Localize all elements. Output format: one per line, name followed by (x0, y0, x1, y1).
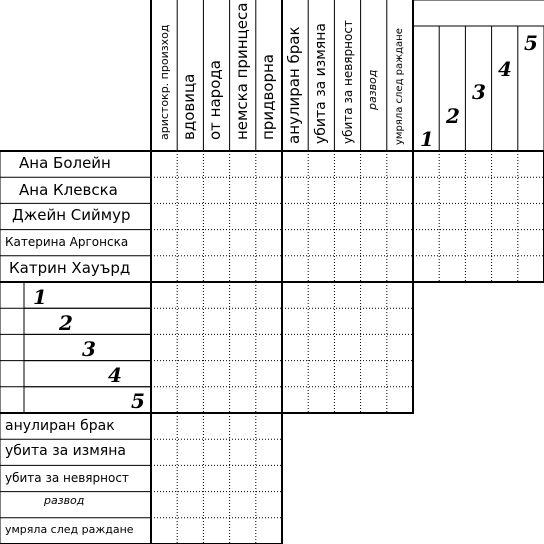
grid-cell-b02-r1-c2[interactable] (465, 177, 491, 203)
grid-cell-b01-r1-c4[interactable] (387, 177, 413, 203)
grid-cell-b20-r2-c1[interactable] (177, 465, 203, 491)
grid-cell-b20-r4-c0[interactable] (151, 518, 177, 544)
grid-cell-b01-r3-c0[interactable] (282, 230, 308, 256)
grid-cell-b20-r3-c4[interactable] (256, 492, 282, 518)
grid-cell-b10-r3-c1[interactable] (177, 361, 203, 387)
grid-cell-b01-r3-c2[interactable] (334, 230, 360, 256)
row-label-catherine-howard: Катрин Хауърд (9, 259, 131, 277)
grid-cell-b20-r1-c3[interactable] (230, 439, 256, 465)
grid-cell-b20-r0-c0[interactable] (151, 413, 177, 439)
grid-cell-b11-r2-c2[interactable] (334, 334, 360, 360)
grid-cell-b11-r4-c4[interactable] (387, 387, 413, 413)
grid-cell-b00-r0-c4[interactable] (256, 151, 282, 177)
row-label-annulled: анулиран брак (5, 418, 115, 434)
grid-cell-b02-r0-c3[interactable] (492, 151, 518, 177)
grid-cell-b11-r3-c2[interactable] (334, 361, 360, 387)
grid-cell-b01-r4-c2[interactable] (334, 256, 360, 282)
grid-cell-b11-r3-c3[interactable] (361, 361, 387, 387)
grid-cell-b20-r4-c4[interactable] (256, 518, 282, 544)
grid-cell-b11-r0-c4[interactable] (387, 282, 413, 308)
grid-cell-b02-r3-c4[interactable] (518, 230, 544, 256)
col-label-executed-infidelity: убита за невярност (341, 20, 355, 144)
grid-cell-b00-r0-c0[interactable] (151, 151, 177, 177)
grid-cell-b02-r0-c0[interactable] (413, 151, 439, 177)
grid-cell-b10-r0-c2[interactable] (203, 282, 229, 308)
grid-cell-b20-r2-c4[interactable] (256, 465, 282, 491)
row-number-1: 1 (33, 285, 47, 309)
grid-cell-b02-r2-c4[interactable] (518, 203, 544, 229)
grid-cell-b00-r2-c1[interactable] (177, 203, 203, 229)
grid-cell-b02-r3-c1[interactable] (439, 230, 465, 256)
grid-cell-b00-r4-c2[interactable] (203, 256, 229, 282)
col-number-3: 3 (472, 80, 486, 104)
grid-cell-b02-r4-c1[interactable] (439, 256, 465, 282)
col-label-courtier: придворна (259, 54, 277, 140)
grid-cell-b10-r3-c2[interactable] (203, 361, 229, 387)
grid-cell-b11-r1-c1[interactable] (308, 308, 334, 334)
row-label-anne-of-cleves: Ана Клевска (19, 181, 118, 199)
grid-cell-b20-r2-c2[interactable] (203, 465, 229, 491)
grid-cell-b01-r3-c4[interactable] (387, 230, 413, 256)
grid-cell-b02-r4-c4[interactable] (518, 256, 544, 282)
grid-cell-b20-r3-c1[interactable] (177, 492, 203, 518)
grid-cell-b11-r1-c2[interactable] (334, 308, 360, 334)
grid-cell-b00-r1-c3[interactable] (230, 177, 256, 203)
grid-cell-b02-r1-c4[interactable] (518, 177, 544, 203)
grid-cell-b01-r3-c1[interactable] (308, 230, 334, 256)
grid-cell-b00-r0-c3[interactable] (230, 151, 256, 177)
grid-cell-b00-r1-c2[interactable] (203, 177, 229, 203)
grid-cell-b00-r3-c0[interactable] (151, 230, 177, 256)
grid-cell-b00-r3-c2[interactable] (203, 230, 229, 256)
col-number-5: 5 (524, 31, 538, 55)
grid-cell-b10-r4-c3[interactable] (230, 387, 256, 413)
grid-cell-b00-r4-c4[interactable] (256, 256, 282, 282)
grid-cell-b20-r1-c2[interactable] (203, 439, 229, 465)
grid-cell-b10-r1-c2[interactable] (203, 308, 229, 334)
grid-cell-b10-r1-c3[interactable] (230, 308, 256, 334)
grid-cell-b02-r4-c3[interactable] (492, 256, 518, 282)
grid-cell-b02-r2-c1[interactable] (439, 203, 465, 229)
grid-cell-b10-r1-c4[interactable] (256, 308, 282, 334)
grid-cell-b20-r4-c1[interactable] (177, 518, 203, 544)
grid-cell-b02-r3-c2[interactable] (465, 230, 491, 256)
grid-cell-b00-r1-c1[interactable] (177, 177, 203, 203)
grid-cell-b00-r3-c4[interactable] (256, 230, 282, 256)
grid-cell-b20-r1-c0[interactable] (151, 439, 177, 465)
grid-cell-b01-r2-c3[interactable] (361, 203, 387, 229)
grid-cell-b11-r0-c0[interactable] (282, 282, 308, 308)
grid-cell-b10-r4-c1[interactable] (177, 387, 203, 413)
grid-cell-b20-r0-c2[interactable] (203, 413, 229, 439)
grid-cell-b20-r0-c1[interactable] (177, 413, 203, 439)
row-label-anne-boleyn: Ана Болейн (19, 154, 111, 172)
col-label-died-childbirth: умряла след раждане (394, 28, 405, 145)
grid-cell-b10-r2-c4[interactable] (256, 334, 282, 360)
grid-cell-b11-r3-c0[interactable] (282, 361, 308, 387)
grid-cell-b20-r2-c3[interactable] (230, 465, 256, 491)
col-label-annulled: анулиран брак (285, 26, 303, 144)
grid-cell-b01-r4-c0[interactable] (282, 256, 308, 282)
grid-cell-b11-r3-c4[interactable] (387, 361, 413, 387)
row-number-2: 2 (59, 311, 73, 335)
grid-cell-b00-r2-c2[interactable] (203, 203, 229, 229)
grid-cell-b11-r2-c1[interactable] (308, 334, 334, 360)
grid-cell-b01-r0-c0[interactable] (282, 151, 308, 177)
grid-cell-b01-r3-c3[interactable] (361, 230, 387, 256)
col-number-1: 1 (420, 127, 434, 151)
row-number-5: 5 (131, 389, 145, 413)
grid-cell-b02-r3-c3[interactable] (492, 230, 518, 256)
grid-cell-b11-r0-c1[interactable] (308, 282, 334, 308)
grid-cell-b00-r2-c4[interactable] (256, 203, 282, 229)
grid-cell-b02-r2-c2[interactable] (465, 203, 491, 229)
grid-cell-b01-r2-c4[interactable] (387, 203, 413, 229)
grid-cell-b01-r1-c0[interactable] (282, 177, 308, 203)
grid-cell-b01-r2-c2[interactable] (334, 203, 360, 229)
grid-cell-b10-r2-c0[interactable] (151, 334, 177, 360)
grid-cell-b11-r2-c3[interactable] (361, 334, 387, 360)
grid-cell-b11-r2-c0[interactable] (282, 334, 308, 360)
grid-cell-b01-r2-c1[interactable] (308, 203, 334, 229)
grid-cell-b00-r3-c1[interactable] (177, 230, 203, 256)
grid-cell-b00-r3-c3[interactable] (230, 230, 256, 256)
grid-cell-b00-r4-c3[interactable] (230, 256, 256, 282)
grid-cell-b00-r4-c1[interactable] (177, 256, 203, 282)
col-label-executed-treason: убита за измяна (313, 23, 329, 144)
grid-cell-b02-r0-c2[interactable] (465, 151, 491, 177)
col-number-2: 2 (446, 104, 460, 128)
grid-cell-b20-r1-c1[interactable] (177, 439, 203, 465)
grid-cell-b20-r3-c3[interactable] (230, 492, 256, 518)
grid-cell-b10-r0-c1[interactable] (177, 282, 203, 308)
grid-cell-b20-r2-c0[interactable] (151, 465, 177, 491)
grid-cell-b01-r0-c3[interactable] (361, 151, 387, 177)
col-label-aristocratic: аристокр. произход (158, 24, 171, 140)
grid-cell-b02-r2-c0[interactable] (413, 203, 439, 229)
grid-cell-b02-r1-c0[interactable] (413, 177, 439, 203)
grid-cell-b10-r2-c3[interactable] (230, 334, 256, 360)
grid-cell-b00-r2-c3[interactable] (230, 203, 256, 229)
grid-cell-b00-r0-c1[interactable] (177, 151, 203, 177)
grid-cell-b20-r0-c4[interactable] (256, 413, 282, 439)
grid-cell-b11-r4-c2[interactable] (334, 387, 360, 413)
grid-cell-b00-r1-c4[interactable] (256, 177, 282, 203)
row-number-3: 3 (82, 337, 96, 361)
grid-cell-b10-r2-c2[interactable] (203, 334, 229, 360)
grid-cell-b02-r4-c2[interactable] (465, 256, 491, 282)
grid-cell-b20-r4-c3[interactable] (230, 518, 256, 544)
grid-cell-b01-r4-c4[interactable] (387, 256, 413, 282)
grid-cell-b11-r2-c4[interactable] (387, 334, 413, 360)
grid-cell-b01-r0-c4[interactable] (387, 151, 413, 177)
grid-cell-b11-r3-c1[interactable] (308, 361, 334, 387)
grid-cell-b01-r1-c3[interactable] (361, 177, 387, 203)
grid-cell-b10-r3-c0[interactable] (151, 361, 177, 387)
grid-cell-b20-r1-c4[interactable] (256, 439, 282, 465)
col-label-commoner: от народа (206, 60, 224, 140)
grid-cell-b11-r0-c2[interactable] (334, 282, 360, 308)
grid-cell-b01-r4-c1[interactable] (308, 256, 334, 282)
col-label-widow: вдовица (180, 73, 198, 140)
grid-cell-b10-r0-c0[interactable] (151, 282, 177, 308)
col-number-4: 4 (498, 57, 512, 81)
col-label-german-princess: немска принцеса (233, 2, 251, 140)
grid-cell-b01-r0-c1[interactable] (308, 151, 334, 177)
row-label-died-childbirth: умряла след раждане (5, 523, 134, 536)
grid-cell-b11-r1-c0[interactable] (282, 308, 308, 334)
grid-cell-b01-r2-c0[interactable] (282, 203, 308, 229)
row-label-executed-treason: убита за измяна (5, 443, 126, 459)
grid-cell-b10-r4-c4[interactable] (256, 387, 282, 413)
grid-cell-b10-r0-c4[interactable] (256, 282, 282, 308)
row-label-divorce: развод (44, 494, 85, 507)
grid-cell-b20-r3-c2[interactable] (203, 492, 229, 518)
grid-cell-b01-r0-c2[interactable] (334, 151, 360, 177)
grid-cell-b10-r1-c0[interactable] (151, 308, 177, 334)
grid-cell-b20-r0-c3[interactable] (230, 413, 256, 439)
grid-cell-b02-r4-c0[interactable] (413, 256, 439, 282)
row-label-executed-infidelity: убита за невярност (5, 471, 129, 485)
grid-cell-b02-r3-c0[interactable] (413, 230, 439, 256)
grid-cell-b02-r1-c1[interactable] (439, 177, 465, 203)
grid-cell-b02-r1-c3[interactable] (492, 177, 518, 203)
row-label-jane-seymour: Джейн Сиймур (12, 206, 131, 224)
grid-cell-b20-r3-c0[interactable] (151, 492, 177, 518)
grid-cell-b02-r0-c1[interactable] (439, 151, 465, 177)
grid-cell-b02-r0-c4[interactable] (518, 151, 544, 177)
grid-cell-b11-r1-c3[interactable] (361, 308, 387, 334)
grid-cell-b01-r4-c3[interactable] (361, 256, 387, 282)
grid-cell-b10-r4-c0[interactable] (151, 387, 177, 413)
grid-cell-b02-r2-c3[interactable] (492, 203, 518, 229)
grid-cell-b11-r4-c3[interactable] (361, 387, 387, 413)
grid-cell-b01-r1-c1[interactable] (308, 177, 334, 203)
grid-cell-b11-r4-c1[interactable] (308, 387, 334, 413)
grid-cell-b11-r0-c3[interactable] (361, 282, 387, 308)
grid-cell-b10-r2-c1[interactable] (177, 334, 203, 360)
grid-cell-b00-r2-c0[interactable] (151, 203, 177, 229)
grid-cell-b01-r1-c2[interactable] (334, 177, 360, 203)
grid-cell-b11-r4-c0[interactable] (282, 387, 308, 413)
grid-cell-b10-r0-c3[interactable] (230, 282, 256, 308)
grid-cell-b10-r1-c1[interactable] (177, 308, 203, 334)
row-number-4: 4 (108, 363, 122, 387)
grid-cell-b00-r4-c0[interactable] (151, 256, 177, 282)
row-label-catherine-of-aragon: Катерина Аргонска (5, 235, 129, 249)
grid-cell-b20-r4-c2[interactable] (203, 518, 229, 544)
grid-cell-b11-r1-c4[interactable] (387, 308, 413, 334)
col-label-divorce: развод (366, 69, 379, 110)
grid-cell-b00-r0-c2[interactable] (203, 151, 229, 177)
grid-cell-b10-r4-c2[interactable] (203, 387, 229, 413)
grid-cell-b10-r3-c3[interactable] (230, 361, 256, 387)
grid-cell-b00-r1-c0[interactable] (151, 177, 177, 203)
grid-cell-b10-r3-c4[interactable] (256, 361, 282, 387)
